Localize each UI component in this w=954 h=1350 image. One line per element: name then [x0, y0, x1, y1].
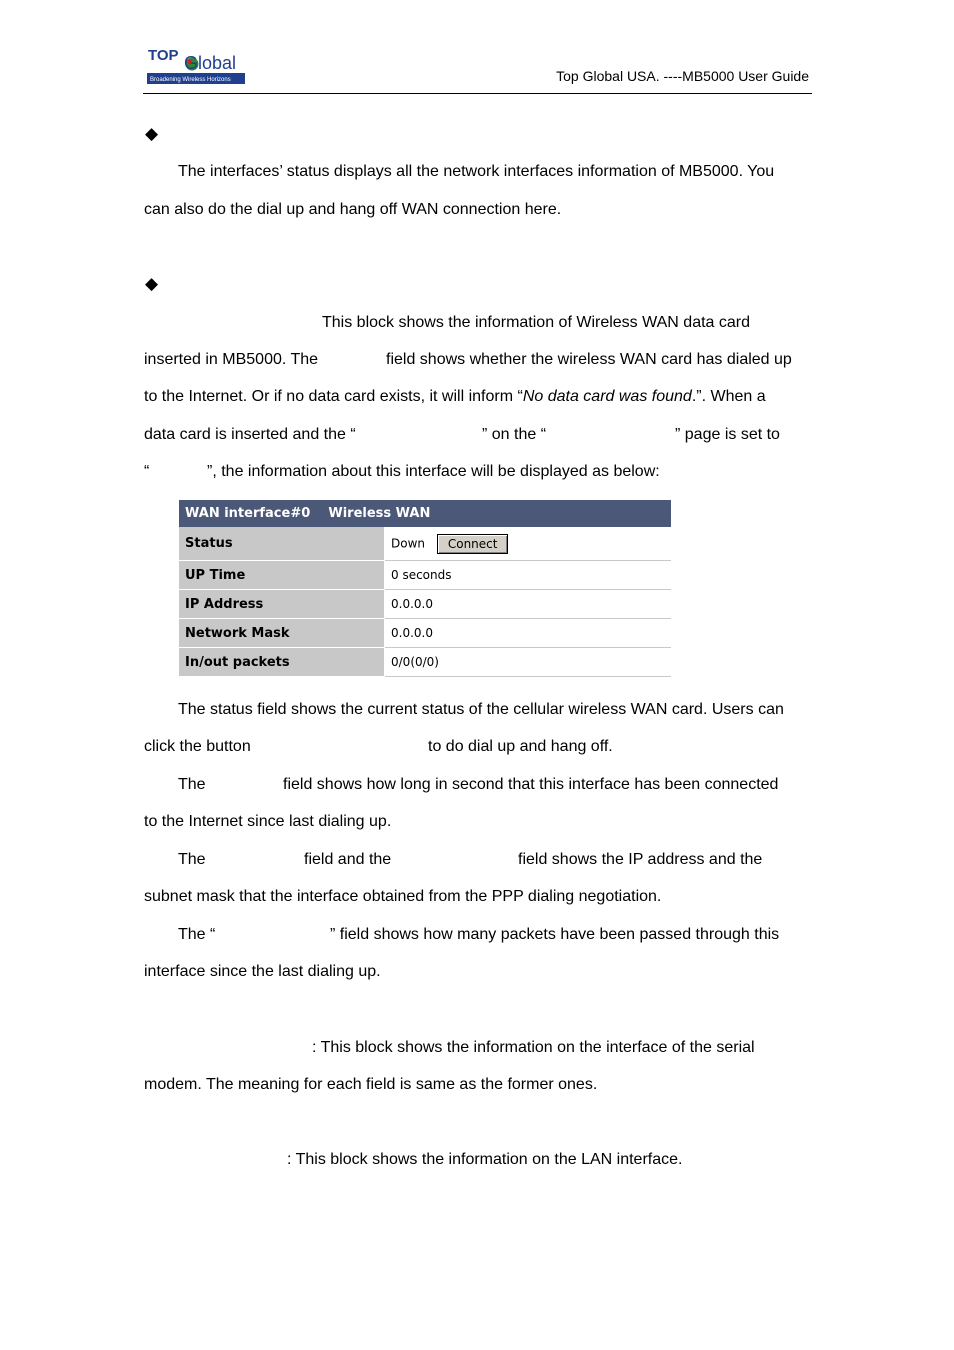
- network-mask-label: Network Mask: [179, 619, 385, 648]
- ip-address-value: 0.0.0.0: [385, 590, 672, 619]
- para2-line2a: inserted in MB5000. The: [144, 351, 319, 368]
- para2-line3: [144, 387, 766, 407]
- para4-line2: to the Internet since last dialing up.: [144, 813, 392, 830]
- packets-label: In/out packets: [179, 648, 385, 677]
- table-row: [179, 561, 671, 590]
- status-label: Status: [179, 527, 385, 561]
- para7-line1: : This block shows the information on the interface of the serial: [312, 1039, 755, 1056]
- para2-line5a: “: [144, 463, 150, 480]
- para2-line3b: .”. When a: [691, 388, 766, 405]
- header-divider: [143, 93, 812, 94]
- packets-value: 0/0(0/0): [385, 648, 672, 677]
- ip-address-label: IP Address: [179, 590, 385, 619]
- para6-line1b: ” field shows how many packets have been passed through this: [330, 926, 780, 943]
- para8-line1: : This block shows the information on the LAN interface.: [287, 1151, 683, 1168]
- para3-line1: The status field shows the current status of the cellular wireless WAN card. Users can: [178, 701, 784, 718]
- uptime-value: 0 seconds: [385, 561, 672, 590]
- top-global-logo: [146, 44, 246, 86]
- para2-line3a: to the Internet. Or if no data card exists, it will inform “: [144, 388, 523, 405]
- para2-line2b: field shows whether the wireless WAN card has dialed up: [386, 351, 792, 368]
- table-row: [179, 648, 671, 677]
- no-data-card-message: No data card was found: [522, 388, 692, 405]
- para5-line2: subnet mask that the interface obtained from the PPP dialing negotiation.: [144, 888, 662, 905]
- para3-line2b: to do dial up and hang off.: [428, 738, 613, 755]
- para2-line1: This block shows the information of Wireless WAN data card: [322, 314, 751, 331]
- wan-interface-table: [179, 500, 671, 677]
- para1-line2: can also do the dial up and hang off WAN connection here.: [144, 201, 562, 218]
- para5-line1b: field and the: [304, 851, 392, 868]
- document-header-title: Top Global USA. ----MB5000 User Guide: [556, 68, 809, 84]
- table-row: [179, 619, 671, 648]
- para4-line1b: field shows how long in second that this interface has been connected: [283, 776, 779, 793]
- network-mask-value: 0.0.0.0: [385, 619, 672, 648]
- status-value: Down: [391, 536, 426, 550]
- logo-tagline: Broadening Wireless Horizons: [150, 77, 231, 83]
- status-value-cell: [385, 527, 672, 561]
- uptime-label: UP Time: [179, 561, 385, 590]
- para2-line5b: ”, the information about this interface will be displayed as below:: [207, 463, 660, 480]
- para4-line1a: The: [178, 776, 206, 793]
- connect-button[interactable]: Connect: [437, 534, 509, 554]
- para5-line1c: field shows the IP address and the: [518, 851, 763, 868]
- wan-table-header-row: [179, 500, 671, 527]
- para2-line4a: data card is inserted and the “: [144, 426, 356, 443]
- table-row: [179, 527, 671, 561]
- section-bullet-1: ◆: [145, 124, 159, 143]
- section-bullet-2: ◆: [145, 274, 159, 293]
- para5-line1a: The: [178, 851, 206, 868]
- para6-line1a: The “: [178, 926, 216, 943]
- logo-global-text: Global: [184, 53, 237, 73]
- para6-line2: interface since the last dialing up.: [144, 963, 381, 980]
- para2-line4b: ” on the “: [482, 426, 547, 443]
- table-row: [179, 590, 671, 619]
- para3-line2a: click the button: [144, 738, 251, 755]
- para1-line1: The interfaces’ status displays all the network interfaces information of MB5000. You: [178, 163, 775, 180]
- logo-top-text: TOP: [148, 47, 179, 64]
- para2-line4c: ” page is set to: [675, 426, 780, 443]
- para7-line2: modem. The meaning for each field is same as the former ones.: [144, 1076, 598, 1093]
- wan-table-header: WAN interface#0 Wireless WAN: [179, 500, 671, 527]
